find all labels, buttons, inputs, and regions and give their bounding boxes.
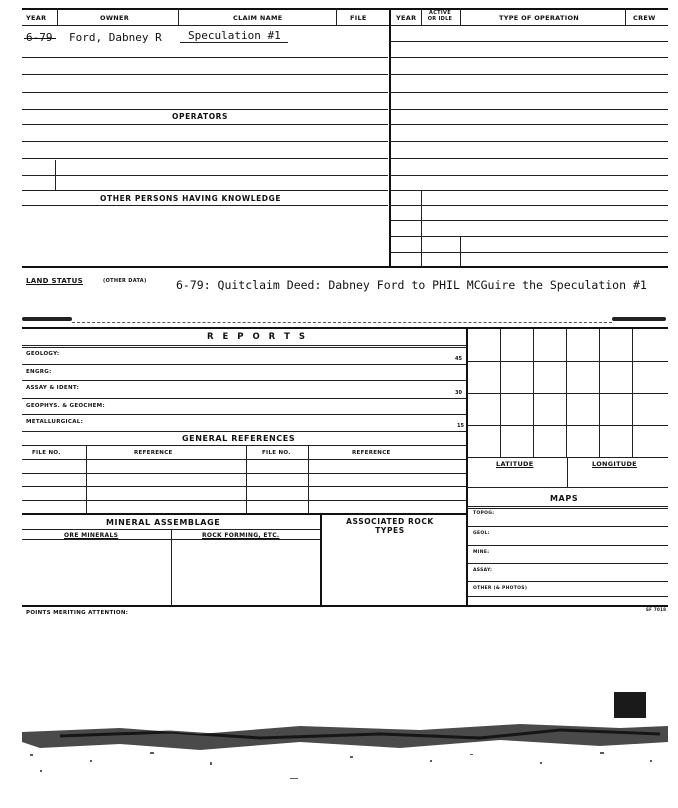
gr-header-reference: REFERENCE [134, 450, 173, 456]
header-crew: CREW [633, 14, 656, 22]
col-divider [460, 8, 461, 25]
right-row-line [390, 57, 668, 58]
right-row-line [390, 190, 668, 191]
right-row-line [390, 124, 668, 125]
row-line [22, 158, 388, 159]
scan-dash-line [72, 322, 612, 323]
associated-rock-types: ASSOCIATED ROCK TYPES [346, 517, 434, 535]
report-geology-num: 45 [455, 356, 462, 362]
header-file: FILE [350, 14, 367, 22]
reports-top [22, 327, 668, 329]
ma-ore-minerals: ORE MINERALS [64, 532, 119, 539]
right-row-line [390, 158, 668, 159]
latlong-divider [567, 457, 568, 487]
maps-title-line-2 [467, 508, 668, 509]
grid-row [467, 393, 668, 394]
row-divider [55, 160, 56, 190]
land-status-sublabel: (OTHER DATA) [103, 278, 147, 284]
gr-col-divider [246, 445, 247, 513]
report-metallurgical: METALLURGICAL: [26, 419, 84, 425]
entry-year: 6-79 [26, 31, 53, 44]
header-active-idle: ACTIVE OR IDLE [427, 10, 453, 22]
ma-rock-forming: ROCK FORMING, ETC. [202, 532, 280, 539]
scan-streak [22, 724, 668, 750]
right-col-divider [460, 236, 461, 266]
entry-year-strike [24, 38, 56, 39]
col-divider [57, 8, 58, 25]
grid-row [467, 425, 668, 426]
row-line [22, 124, 388, 125]
right-row-line [390, 220, 668, 221]
report-geophys: GEOPHYS. & GEOCHEM: [26, 403, 105, 409]
right-col-divider [421, 190, 422, 266]
right-row-line [390, 92, 668, 93]
scan-blot [614, 692, 646, 718]
land-status-text: 6-79: Quitclaim Deed: Dabney Ford to PHIL MCGuire the Speculation #1 [176, 278, 647, 292]
maps-row-line [467, 596, 668, 597]
gr-header-file-no: FILE NO. [32, 450, 61, 456]
gr-header-file-no-2: FILE NO. [262, 450, 291, 456]
form-number: SF 7018 [646, 607, 667, 612]
right-row-line [390, 141, 668, 142]
row-line [22, 205, 388, 206]
row-line [22, 190, 388, 191]
report-line [22, 414, 466, 415]
operators-label: OPERATORS [172, 112, 229, 121]
report-geology: GEOLOGY: [26, 351, 60, 357]
entry-claim-underline [180, 42, 288, 43]
maps-row-line [467, 545, 668, 546]
maps-geol: GEOL: [473, 531, 490, 536]
top-table-bottom [22, 266, 668, 268]
general-references-title: GENERAL REFERENCES [182, 434, 296, 443]
report-line [22, 364, 466, 365]
report-engrg: ENGRG: [26, 369, 52, 375]
header-owner: OWNER [100, 14, 130, 22]
report-assay: ASSAY & IDENT: [26, 385, 80, 391]
right-row-line [390, 252, 668, 253]
maps-mine: MINE: [473, 550, 490, 555]
report-assay-num: 30 [455, 390, 462, 396]
latitude-label: LATITUDE [496, 460, 534, 468]
reports-title-line [22, 345, 466, 346]
maps-row-line [467, 581, 668, 582]
scan-smudge [22, 317, 72, 321]
col-divider [336, 8, 337, 25]
right-row-line [390, 236, 668, 237]
gr-col-divider [86, 445, 87, 513]
ma-col-divider [171, 529, 172, 605]
report-line [22, 398, 466, 399]
report-line [22, 380, 466, 381]
header-year-2: YEAR [396, 14, 417, 22]
report-metallurgical-num: 15 [457, 423, 464, 429]
longitude-label: LONGITUDE [592, 460, 637, 468]
gr-row-line [22, 500, 466, 501]
gr-header-line [22, 459, 466, 460]
row-line [22, 92, 388, 93]
maps-assay: ASSAY: [473, 568, 493, 573]
report-line [22, 431, 466, 432]
col-divider-main [389, 8, 391, 266]
gr-col-divider [308, 445, 309, 513]
other-persons-label: OTHER PERSONS HAVING KNOWLEDGE [100, 194, 282, 203]
grid-row [467, 361, 668, 362]
top-border [22, 8, 668, 10]
gr-row-line [22, 486, 466, 487]
points-meriting-attention: POINTS MERITING ATTENTION: [26, 610, 129, 616]
right-row-line [390, 109, 668, 110]
latlong-bottom [467, 487, 668, 488]
right-row-line [390, 41, 668, 42]
row-line [22, 175, 388, 176]
right-row-line [390, 205, 668, 206]
row-line [22, 109, 388, 110]
header-type-of-operation: TYPE OF OPERATION [499, 14, 580, 22]
header-underline [22, 25, 668, 26]
header-year: YEAR [26, 14, 47, 22]
col-divider [625, 8, 626, 25]
right-row-line [390, 74, 668, 75]
row-line [22, 141, 388, 142]
reports-title-line-2 [22, 347, 466, 348]
maps-title: MAPS [550, 494, 579, 503]
col-divider [421, 8, 422, 25]
gr-title-line [22, 445, 466, 446]
maps-topog: TOPOG: [473, 511, 495, 516]
header-claim-name: CLAIM NAME [233, 14, 283, 22]
row-line [22, 57, 388, 58]
scan-noise-band [0, 690, 678, 800]
right-row-line [390, 175, 668, 176]
maps-title-line [467, 506, 668, 507]
reports-bottom [22, 605, 668, 607]
entry-claim-name: Speculation #1 [188, 29, 281, 42]
gr-bottom [22, 513, 466, 515]
ma-right-border [320, 513, 322, 605]
land-status-label: LAND STATUS [26, 277, 83, 285]
maps-row-line [467, 563, 668, 564]
reports-title: R E P O R T S [207, 332, 309, 342]
gr-row-line [22, 473, 466, 474]
maps-other: OTHER (& PHOTOS) [473, 586, 528, 591]
row-line [22, 74, 388, 75]
scan-smudge [612, 317, 666, 321]
gr-header-reference-2: REFERENCE [352, 450, 391, 456]
col-divider [178, 8, 179, 25]
mineral-assemblage-title: MINERAL ASSEMBLAGE [106, 518, 221, 527]
entry-owner: Ford, Dabney R [69, 31, 162, 44]
maps-row-line [467, 526, 668, 527]
